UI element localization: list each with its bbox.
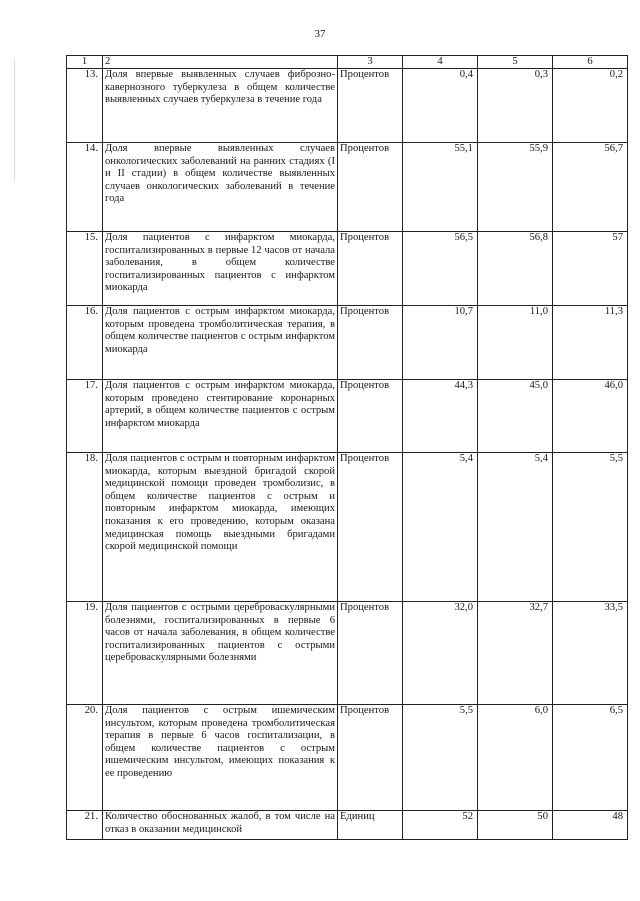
header-col-1: 1 <box>67 56 103 69</box>
indicator-name: Доля пациентов с острым и повторным инфарктом миокарда, которым выездной бригадой скорой медицинской помощи проведен тромболизис, в общем количестве пациентов с острым и повторным инфарктом миокарда, имеющих показания к его проведению, которым оказана медицинская помощь выездными бригадами скорой медицинской помощи <box>103 453 338 602</box>
scan-edge-line <box>14 60 15 180</box>
value-col-6: 11,3 <box>553 306 628 380</box>
unit-cell: Единиц <box>338 811 403 840</box>
unit-cell: Процентов <box>338 143 403 232</box>
indicator-name: Количество обоснованных жалоб, в том числе на отказ в оказании медицинской <box>103 811 338 840</box>
table-row <box>67 602 628 705</box>
value-col-4: 10,7 <box>403 306 478 380</box>
value-col-4: 44,3 <box>403 380 478 453</box>
unit-cell: Процентов <box>338 602 403 705</box>
table-row <box>67 380 628 453</box>
header-col-5: 5 <box>478 56 553 69</box>
value-col-5: 50 <box>478 811 553 840</box>
value-col-6: 46,0 <box>553 380 628 453</box>
value-col-5: 32,7 <box>478 602 553 705</box>
row-number: 21. <box>67 811 103 840</box>
indicator-name: Доля пациентов с острым инфарктом миокарда, которым проведена тромболитическая терапия, в общем количестве пациентов с острым инфарктом миокарда <box>103 306 338 380</box>
indicators-table <box>66 55 628 840</box>
header-col-2: 2 <box>103 56 338 69</box>
row-number: 16. <box>67 306 103 380</box>
row-number: 13. <box>67 69 103 143</box>
table-row <box>67 69 628 143</box>
indicator-name: Доля пациентов с острыми цереброваскулярными болезнями, госпитализированных в первые 6 часов от начала заболевания, в общем количестве госпитализированных пациентов с острыми цереброваскулярными болезнями <box>103 602 338 705</box>
indicator-name: Доля пациентов с инфарктом миокарда, госпитализированных в первые 12 часов от начала заболевания, в общем количестве госпитализированных пациентов с инфарктом миокарда <box>103 232 338 306</box>
table-row <box>67 143 628 232</box>
unit-cell: Процентов <box>338 453 403 602</box>
row-number: 20. <box>67 705 103 811</box>
table-row <box>67 811 628 840</box>
unit-cell: Процентов <box>338 380 403 453</box>
row-number: 15. <box>67 232 103 306</box>
row-number: 14. <box>67 143 103 232</box>
indicator-name: Доля пациентов с острым инфарктом миокарда, которым проведено стентирование коронарных артерий, в общем количестве пациентов с острым инфарктом миокарда <box>103 380 338 453</box>
value-col-5: 6,0 <box>478 705 553 811</box>
table-row <box>67 232 628 306</box>
page-number: 37 <box>314 28 326 40</box>
row-number: 19. <box>67 602 103 705</box>
indicator-name: Доля впервые выявленных случаев онкологических заболеваний на ранних стадиях (I и II стадии) в общем количестве выявленных случаев онкологических заболеваний в течение года <box>103 143 338 232</box>
row-number: 18. <box>67 453 103 602</box>
value-col-5: 11,0 <box>478 306 553 380</box>
table-row <box>67 306 628 380</box>
header-col-4: 4 <box>403 56 478 69</box>
header-col-6: 6 <box>553 56 628 69</box>
value-col-5: 5,4 <box>478 453 553 602</box>
value-col-6: 33,5 <box>553 602 628 705</box>
value-col-4: 5,5 <box>403 705 478 811</box>
value-col-4: 0,4 <box>403 69 478 143</box>
unit-cell: Процентов <box>338 69 403 143</box>
table-row <box>67 705 628 811</box>
value-col-4: 32,0 <box>403 602 478 705</box>
value-col-6: 57 <box>553 232 628 306</box>
table-row <box>67 453 628 602</box>
value-col-4: 5,4 <box>403 453 478 602</box>
value-col-4: 55,1 <box>403 143 478 232</box>
value-col-5: 45,0 <box>478 380 553 453</box>
unit-cell: Процентов <box>338 232 403 306</box>
indicator-name: Доля впервые выявленных случаев фиброзно-кавернозного туберкулеза в общем количестве выявленных случаев туберкулеза в течение года <box>103 69 338 143</box>
value-col-6: 48 <box>553 811 628 840</box>
value-col-6: 56,7 <box>553 143 628 232</box>
table-header-row <box>67 56 628 69</box>
unit-cell: Процентов <box>338 306 403 380</box>
indicator-name: Доля пациентов с острым ишемическим инсультом, которым проведена тромболитическая терапия в первые 6 часов госпитализации, в общем количестве пациентов с острым ишемическим инсультом, имеющих показания к ее проведению <box>103 705 338 811</box>
value-col-5: 56,8 <box>478 232 553 306</box>
value-col-4: 56,5 <box>403 232 478 306</box>
header-col-3: 3 <box>338 56 403 69</box>
value-col-4: 52 <box>403 811 478 840</box>
row-number: 17. <box>67 380 103 453</box>
value-col-5: 55,9 <box>478 143 553 232</box>
value-col-6: 0,2 <box>553 69 628 143</box>
value-col-6: 6,5 <box>553 705 628 811</box>
value-col-6: 5,5 <box>553 453 628 602</box>
unit-cell: Процентов <box>338 705 403 811</box>
value-col-5: 0,3 <box>478 69 553 143</box>
